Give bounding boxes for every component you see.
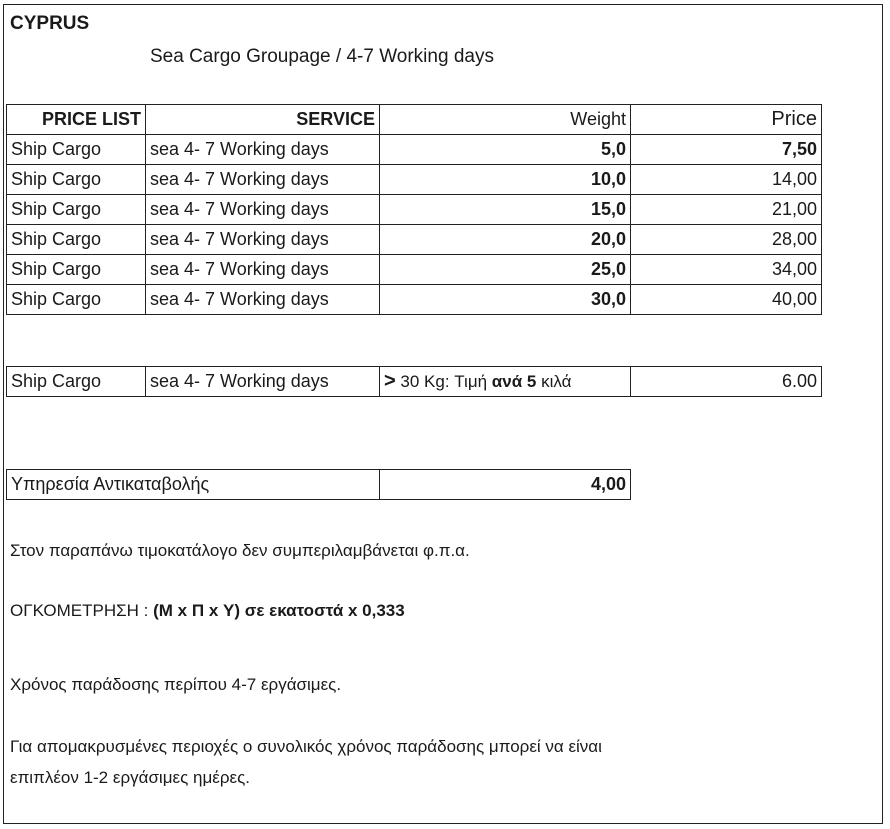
cell-service: sea 4- 7 Working days — [146, 165, 380, 195]
cell-price-list: Ship Cargo — [7, 135, 146, 165]
cell-service: sea 4- 7 Working days — [146, 135, 380, 165]
cell-price-list: Ship Cargo — [7, 367, 146, 397]
cell-weight: 20,0 — [380, 225, 631, 255]
header-price-list: PRICE LIST — [7, 105, 146, 135]
volume-note — [10, 601, 405, 621]
cod-value: 4,00 — [380, 470, 631, 500]
cell-price-list: Ship Cargo — [7, 195, 146, 225]
delivery-note: Χρόνος παράδοσης περίπου 4-7 εργάσιμες. — [10, 675, 342, 694]
table-row — [7, 135, 822, 165]
table-row — [7, 255, 822, 285]
table-row — [7, 285, 822, 315]
vat-note: Στον παραπάνω τιμοκατάλογο δεν συμπεριλαμβάνεται φ.π.α. — [10, 541, 470, 560]
note-text-a: 30 Kg: Τιμή — [395, 372, 492, 391]
greater-than-symbol: > — [384, 370, 396, 392]
header-price: Price — [631, 105, 822, 135]
remote-note-line2: επιπλέον 1-2 εργάσιμες ημέρες. — [10, 768, 250, 787]
cell-price-list: Ship Cargo — [7, 165, 146, 195]
country-title: CYPRUS — [10, 13, 90, 34]
cell-price: 34,00 — [631, 255, 822, 285]
remote-note-line1: Για απομακρυσμένες περιοχές ο συνολικός χρόνος παράδοσης μπορεί να είναι — [10, 737, 602, 756]
cell-weight: 5,0 — [380, 135, 631, 165]
table-row — [7, 195, 822, 225]
cell-service: sea 4- 7 Working days — [146, 367, 380, 397]
cell-price: 7,50 — [631, 135, 822, 165]
volume-formula: (Μ x Π x Υ) σε εκατοστά x 0,333 — [153, 601, 405, 620]
cell-service: sea 4- 7 Working days — [146, 285, 380, 315]
cell-price-list: Ship Cargo — [7, 285, 146, 315]
cell-service: sea 4- 7 Working days — [146, 225, 380, 255]
cell-weight: 15,0 — [380, 195, 631, 225]
cell-price: 21,00 — [631, 195, 822, 225]
note-text-b: ανά 5 — [491, 372, 537, 391]
note-text-c: κιλά — [536, 372, 572, 391]
header-service: SERVICE — [146, 105, 380, 135]
cell-over-weight-note — [380, 367, 631, 397]
table-row — [7, 470, 631, 500]
cell-price: 40,00 — [631, 285, 822, 315]
cell-weight: 30,0 — [380, 285, 631, 315]
cell-price: 28,00 — [631, 225, 822, 255]
cell-price-list: Ship Cargo — [7, 255, 146, 285]
table-row — [7, 225, 822, 255]
cell-service: sea 4- 7 Working days — [146, 255, 380, 285]
cell-price: 14,00 — [631, 165, 822, 195]
service-subtitle: Sea Cargo Groupage / 4-7 Working days — [150, 46, 494, 67]
table-header-row — [7, 105, 822, 135]
table-row — [7, 367, 822, 397]
price-table — [6, 104, 822, 315]
cell-service: sea 4- 7 Working days — [146, 195, 380, 225]
over-weight-table — [6, 366, 822, 397]
cell-weight: 25,0 — [380, 255, 631, 285]
table-row — [7, 165, 822, 195]
cell-price-list: Ship Cargo — [7, 225, 146, 255]
cod-label: Υπηρεσία Αντικαταβολής — [7, 470, 380, 500]
header-weight: Weight — [380, 105, 631, 135]
cell-price: 6.00 — [631, 367, 822, 397]
volume-label: ΟΓΚΟΜΕΤΡΗΣΗ : — [10, 601, 154, 620]
cod-table — [6, 469, 631, 500]
cell-weight: 10,0 — [380, 165, 631, 195]
